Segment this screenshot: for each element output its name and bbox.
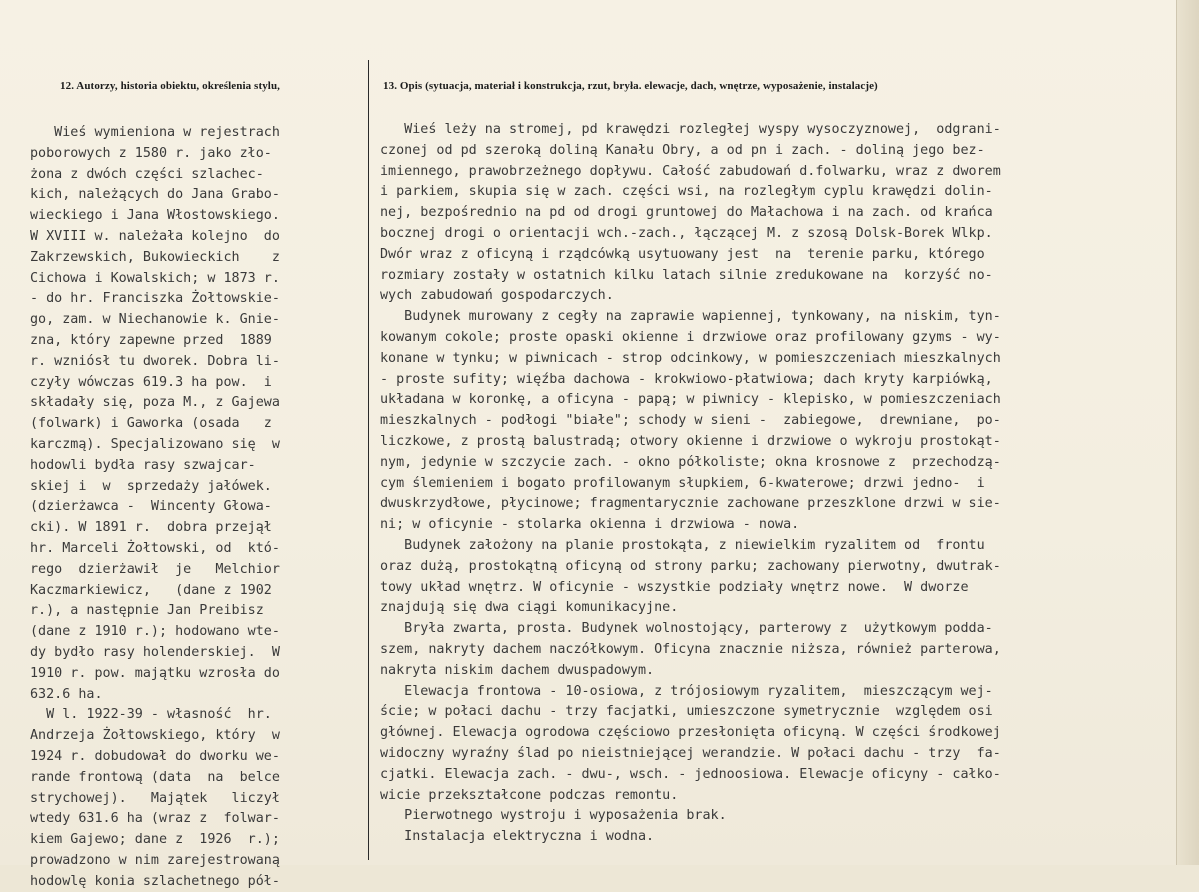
text-line: (dane z 1910 r.); hodowano wte- xyxy=(30,624,280,640)
text-line: ście; w połaci dachu - trzy facjatki, umieszczone symetrycznie względem osi xyxy=(380,704,993,720)
text-line: kiem Gajewo; dane z 1926 r.); xyxy=(30,832,280,848)
text-line: prowadzono w nim zarejestrowaną xyxy=(30,852,280,868)
text-line: bocznej drogi o orientacji wch.-zach., łączącej M. z szosą Dolsk-Borek Wlkp. xyxy=(380,225,993,241)
text-line: żona z dwóch części szlachec- xyxy=(30,166,264,182)
text-line: nakryta niskim dachem dwuspadowym. xyxy=(380,662,655,678)
text-line: Dwór wraz z oficyną i rządcówką usytuowany jest na terenie parku, którego xyxy=(380,246,985,262)
text-line: poborowych z 1580 r. jako zło- xyxy=(30,145,272,161)
text-line: cjatki. Elewacja zach. - dwu-, wsch. - jednoosiowa. Elewacje oficyny - całko- xyxy=(380,766,1001,782)
text-line: - do hr. Franciszka Żołtowskie- xyxy=(30,291,280,307)
text-line: kowanym cokole; proste opaski okienne i drzwiowe oraz profilowany gzyms - wy- xyxy=(380,329,1001,345)
text-line: szem, nakryty dachem naczółkowym. Oficyna znacznie niższa, również parterowa, xyxy=(380,641,1001,657)
text-line: Pierwotnego wystroju i wyposażenia brak. xyxy=(380,808,727,824)
text-line: hr. Marceli Żołtowski, od któ- xyxy=(30,540,280,556)
text-line: 632.6 ha. xyxy=(30,686,103,702)
text-line: W l. 1922-39 - własność hr. xyxy=(30,707,272,723)
text-line: Elewacja frontowa - 10-osiowa, z trójosiowym ryzalitem, mieszczącym wej- xyxy=(380,683,993,699)
section-13-header: 13. Opis (sytuacja, materiał i konstrukcja, rzut, bryła. elewacje, dach, wnętrze, wyposażenie, instalacje) xyxy=(383,80,878,92)
text-line: składały się, poza M., z Gajewa xyxy=(30,395,280,411)
text-line: Wieś wymieniona w rejestrach xyxy=(30,125,280,140)
history-column xyxy=(30,123,355,892)
text-line: hodowlę konia szlachetnego pół- xyxy=(30,873,280,889)
text-line: nej, bezpośrednio na pd od drogi gruntowej do Małachowa i na zach. od krańca xyxy=(380,205,993,221)
text-line: Andrzeja Żołtowskiego, który w xyxy=(30,728,280,744)
text-line: Budynek założony na planie prostokąta, z niewielkim ryzalitem od frontu xyxy=(380,537,985,553)
text-line: rozmiary zostały w ostatnich kilku latach silnie zredukowane na korzyść no- xyxy=(380,267,993,283)
column-divider xyxy=(368,60,369,860)
text-line: mieszkalnych - podłogi "białe"; schody w sieni - zabiegowe, drewniane, po- xyxy=(380,413,1001,429)
text-line: Bryła zwarta, prosta. Budynek wolnostojący, parterowy z użytkowym podda- xyxy=(380,621,993,637)
page-edge xyxy=(1176,0,1199,865)
section-12-header: 12. Autorzy, historia obiektu, określenia stylu, xyxy=(60,80,281,92)
text-line: ni; w oficynie - stolarka okienna i drzwiowa - nowa. xyxy=(380,517,800,533)
text-line: W XVIII w. należała kolejno do xyxy=(30,228,280,244)
text-line: nym, jedynie w szczycie zach. - okno półkoliste; okna krosnowe z przechodzą- xyxy=(380,454,1001,470)
text-line: Kaczmarkiewicz, (dane z 1902 xyxy=(30,582,272,598)
text-line: (folwark) i Gaworka (osada z xyxy=(30,416,272,432)
text-line: hodowli bydła rasy szwajcar- xyxy=(30,457,256,473)
text-line: skiej i w sprzedaży jałówek. xyxy=(30,478,272,494)
text-line: dwuskrzydłowe, płycinowe; fragmentarycznie zachowane przeszklone drzwi w sie- xyxy=(380,496,1001,512)
text-line: oraz dużą, prostokątną oficyną od strony parku; zachowany pierwotny, dwutrak- xyxy=(380,558,1001,574)
text-line: strychowej). Majątek liczył xyxy=(30,790,280,806)
text-line: wieckiego i Jana Włostowskiego. xyxy=(30,208,280,224)
text-line: czyły wówczas 619.3 ha pow. i xyxy=(30,374,272,390)
text-line: cki). W 1891 r. dobra przejął xyxy=(30,520,272,536)
text-line: Wieś leży na stromej, pd krawędzi rozległej wyspy wysoczyznowej, odgrani- xyxy=(380,122,1001,137)
text-line: imiennego, prawobrzeżnego dopływu. Całość zabudowań d.folwarku, wraz z dworem xyxy=(380,163,1001,179)
text-line: konane w tynku; w piwnicach - strop odcinkowy, w pomieszczeniach mieszkalnych xyxy=(380,350,1001,366)
text-line: liczkowe, z prostą balustradą; otwory okienne i drzwiowe o wykroju prostokąt- xyxy=(380,433,1001,449)
text-line: wicie przekształcone podczas remontu. xyxy=(380,787,679,803)
text-line: rande frontową (data na belce xyxy=(30,769,280,785)
text-line: wych zabudowań gospodarczych. xyxy=(380,288,614,304)
text-line: 1910 r. pow. majątku wzrosła do xyxy=(30,665,280,681)
text-line: go, zam. w Niechanowie k. Gnie- xyxy=(30,312,280,328)
text-line: kich, należących do Jana Grabo- xyxy=(30,187,280,203)
text-line: towy układ wnętrz. W oficynie - wszystkie podziały wnętrz nowe. W dworze xyxy=(380,579,969,595)
text-line: wtedy 631.6 ha (wraz z folwar- xyxy=(30,811,280,827)
text-line: Budynek murowany z cegły na zaprawie wapiennej, tynkowany, na niskim, tyn- xyxy=(380,309,1001,325)
text-line: układana w koronkę, a oficyna - papą; w piwnicy - klepisko, w pomieszczeniach xyxy=(380,392,1001,408)
text-line: i parkiem, skupia się w zach. części wsi, na rozległym cyplu krawędzi dolin- xyxy=(380,184,993,200)
text-line: znajdują się dwa ciągi komunikacyjne. xyxy=(380,600,679,616)
text-line: cym ślemieniem i bogato profilowanym słupkiem, 6-kwaterowe; drzwi jedno- i xyxy=(380,475,985,491)
text-line: 1924 r. dobudował do dworku we- xyxy=(30,748,280,764)
text-line: głównej. Elewacja ogrodowa częściowo przesłonięta oficyną. W części środkowej xyxy=(380,725,1001,741)
text-line: karczmą). Specjalizowano się w xyxy=(30,436,280,452)
text-line: rego dzierżawił je Melchior xyxy=(30,561,280,577)
text-line: zna, który zapewne przed 1889 xyxy=(30,332,272,348)
text-line: dy bydło rasy holenderskiej. W xyxy=(30,644,280,660)
text-line: r. wzniósł tu dworek. Dobra li- xyxy=(30,353,280,369)
text-line: Instalacja elektryczna i wodna. xyxy=(380,829,655,845)
text-line: - proste sufity; więźba dachowa - krokwiowo-płatwiowa; dach kryty karpiówką, xyxy=(380,371,993,387)
text-line: Cichowa i Kowalskich; w 1873 r. xyxy=(30,270,280,286)
text-line: Zakrzewskich, Bukowieckich z xyxy=(30,249,280,265)
text-line: r.), a następnie Jan Preibisz xyxy=(30,603,264,619)
description-column xyxy=(380,120,1160,848)
text-line: czonej od pd szeroką doliną Kanału Obry, a od pn i zach. - doliną jego bez- xyxy=(380,142,985,158)
text-line: (dzierżawca - Wincenty Głowa- xyxy=(30,499,272,515)
text-line: widoczny wyraźny ślad po nieistniejącej werandzie. W połaci dachu - trzy fa- xyxy=(380,745,1001,761)
